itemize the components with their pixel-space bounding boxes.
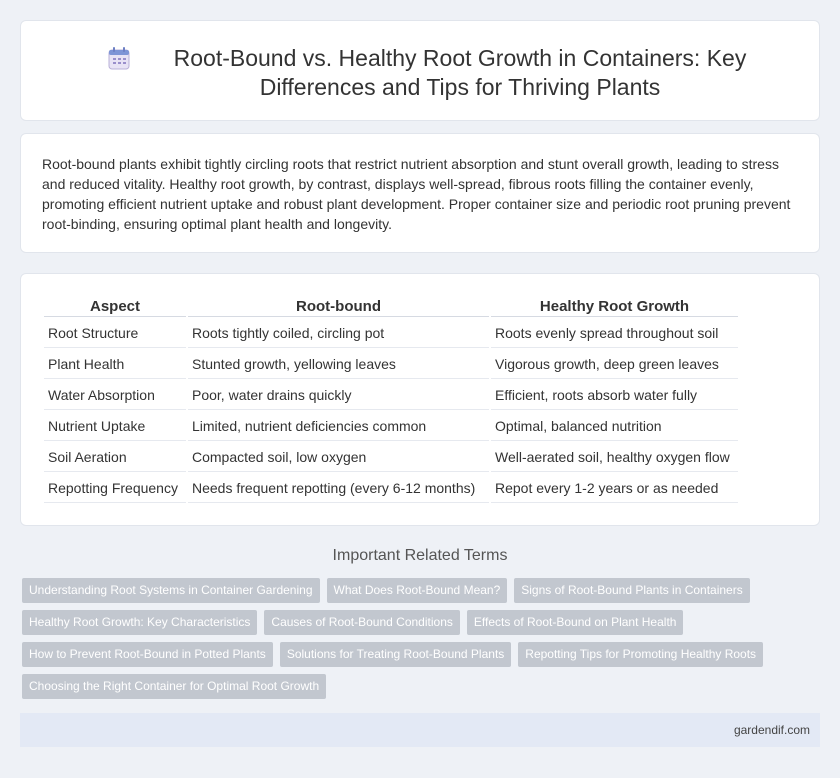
related-term-link[interactable]: Signs of Root-Bound Plants in Containers — [514, 578, 749, 603]
table-cell: Repotting Frequency — [44, 474, 186, 503]
related-term-link[interactable]: Effects of Root-Bound on Plant Health — [467, 610, 684, 635]
related-term-link[interactable]: What Does Root-Bound Mean? — [327, 578, 508, 603]
column-header-healthy: Healthy Root Growth — [491, 297, 738, 317]
related-term-link[interactable]: Understanding Root Systems in Container Gardening — [22, 578, 320, 603]
related-terms-list — [22, 578, 802, 706]
page-title: Root-Bound vs. Healthy Root Growth in Containers: Key Differences and Tips for Thriving Plants — [173, 45, 747, 100]
table-cell: Repot every 1-2 years or as needed — [491, 474, 738, 503]
column-header-root-bound: Root-bound — [188, 297, 489, 317]
table-cell: Plant Health — [44, 350, 186, 379]
table-cell: Poor, water drains quickly — [188, 381, 489, 410]
table-row — [44, 319, 738, 348]
table-cell: Efficient, roots absorb water fully — [491, 381, 738, 410]
table-cell: Nutrient Uptake — [44, 412, 186, 441]
table-cell: Optimal, balanced nutrition — [491, 412, 738, 441]
table-row — [44, 412, 738, 441]
table-row — [44, 443, 738, 472]
related-term-link[interactable]: Choosing the Right Container for Optimal Root Growth — [22, 674, 326, 699]
related-term-link[interactable]: Repotting Tips for Promoting Healthy Roots — [518, 642, 763, 667]
footer-site-link[interactable]: gardendif.com — [733, 723, 810, 737]
intro-card — [20, 133, 820, 253]
table-cell: Well-aerated soil, healthy oxygen flow — [491, 443, 738, 472]
table-row — [44, 350, 738, 379]
comparison-table — [42, 295, 740, 505]
table-cell: Water Absorption — [44, 381, 186, 410]
table-cell: Compacted soil, low oxygen — [188, 443, 489, 472]
table-cell: Limited, nutrient deficiencies common — [188, 412, 489, 441]
table-cell: Vigorous growth, deep green leaves — [491, 350, 738, 379]
related-term-link[interactable]: Causes of Root-Bound Conditions — [264, 610, 459, 635]
table-cell: Soil Aeration — [44, 443, 186, 472]
column-header-aspect: Aspect — [44, 297, 186, 317]
table-row — [44, 474, 738, 503]
related-term-link[interactable]: Solutions for Treating Root-Bound Plants — [280, 642, 511, 667]
table-cell: Root Structure — [44, 319, 186, 348]
table-cell: Stunted growth, yellowing leaves — [188, 350, 489, 379]
table-cell: Roots evenly spread throughout soil — [491, 319, 738, 348]
related-term-link[interactable]: How to Prevent Root-Bound in Potted Plants — [22, 642, 273, 667]
intro-paragraph: Root-bound plants exhibit tightly circling roots that restrict nutrient absorption and stunt overall growth, leading to stress and reduced vitality. Healthy root growth, by contrast, displays well-spread, fibrous roots filling the container evenly, promoting efficient nutrient uptake and robust plant development. Proper container size and periodic root pruning prevent root-binding, ensuring optimal plant health and longevity. — [42, 156, 791, 232]
title-card — [20, 20, 820, 121]
related-terms-heading: Important Related Terms — [332, 547, 508, 564]
footer — [20, 713, 820, 747]
table-header-row — [44, 297, 738, 317]
comparison-card — [20, 273, 820, 526]
table-cell: Needs frequent repotting (every 6-12 months) — [188, 474, 489, 503]
table-cell: Roots tightly coiled, circling pot — [188, 319, 489, 348]
table-row — [44, 381, 738, 410]
related-term-link[interactable]: Healthy Root Growth: Key Characteristics — [22, 610, 257, 635]
